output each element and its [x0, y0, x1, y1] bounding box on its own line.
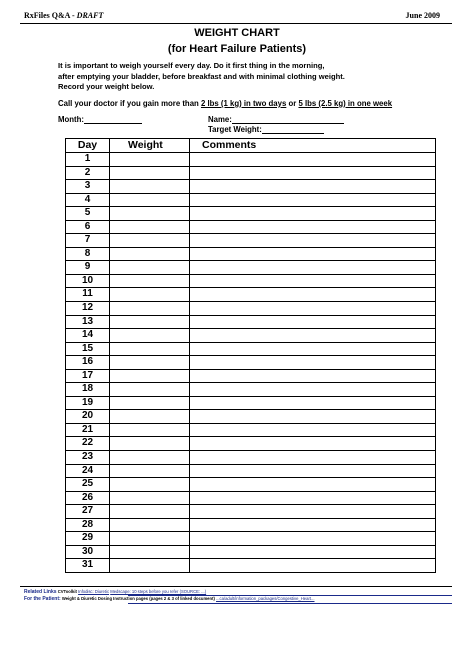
- related-links-label: Related Links: [24, 589, 57, 595]
- day-number: 14: [66, 329, 110, 343]
- day-number: 17: [66, 369, 110, 383]
- day-number: 16: [66, 356, 110, 370]
- weight-table: [65, 138, 436, 573]
- instruction-line: It is important to weigh yourself every day. Do it first thing in the morning,: [58, 61, 325, 70]
- call-doctor-note: [58, 99, 448, 108]
- day-number: 18: [66, 383, 110, 397]
- table-row: [66, 329, 436, 343]
- weight-cell[interactable]: [110, 478, 190, 492]
- weight-cell[interactable]: [110, 532, 190, 546]
- call-threshold-week: 5 lbs (2.5 kg) in one week: [298, 99, 393, 108]
- comments-cell[interactable]: [190, 153, 436, 167]
- month-field: [58, 115, 142, 124]
- weight-cell[interactable]: [110, 383, 190, 397]
- name-label: Name:: [208, 115, 232, 124]
- patient-link[interactable]: ...ca/adult/information_packages/Congestive_Heart...: [216, 596, 315, 601]
- comments-cell[interactable]: [190, 518, 436, 532]
- day-number: 12: [66, 302, 110, 316]
- weight-cell[interactable]: [110, 207, 190, 221]
- column-header-comments: Comments: [190, 139, 436, 153]
- table-row: [66, 505, 436, 519]
- weight-cell[interactable]: [110, 451, 190, 465]
- table-row: [66, 451, 436, 465]
- weight-cell[interactable]: [110, 247, 190, 261]
- table-row: [66, 545, 436, 559]
- day-number: 4: [66, 193, 110, 207]
- day-number: 10: [66, 274, 110, 288]
- header-left-text: RxFiles Q&A -: [24, 11, 77, 20]
- name-field: [208, 115, 344, 124]
- comments-cell[interactable]: [190, 302, 436, 316]
- table-row: [66, 288, 436, 302]
- target-weight-label: Target Weight:: [208, 125, 262, 134]
- page-subtitle: (for Heart Failure Patients): [167, 43, 307, 55]
- table-row: [66, 274, 436, 288]
- related-link[interactable]: Medscape: 10 steps before you refer (SOURCE: ...): [110, 589, 207, 594]
- table-row: [66, 193, 436, 207]
- comments-cell[interactable]: [190, 423, 436, 437]
- day-number: 2: [66, 166, 110, 180]
- comments-cell[interactable]: [190, 207, 436, 221]
- comments-cell[interactable]: [190, 315, 436, 329]
- weight-cell[interactable]: [110, 234, 190, 248]
- day-number: 19: [66, 396, 110, 410]
- comments-cell[interactable]: [190, 247, 436, 261]
- comments-cell[interactable]: [190, 545, 436, 559]
- weight-cell[interactable]: [110, 315, 190, 329]
- comments-cell[interactable]: [190, 329, 436, 343]
- table-row: [66, 464, 436, 478]
- table-row: [66, 410, 436, 424]
- table-row: [66, 315, 436, 329]
- weight-cell[interactable]: [110, 505, 190, 519]
- comments-cell[interactable]: [190, 410, 436, 424]
- footer-divider: [128, 603, 452, 604]
- comments-cell[interactable]: [190, 369, 436, 383]
- header-date: June 2009: [405, 11, 440, 20]
- day-number: 1: [66, 153, 110, 167]
- weight-cell[interactable]: [110, 220, 190, 234]
- comments-cell[interactable]: [190, 234, 436, 248]
- call-threshold-days: 2 lbs (1 kg) in two days: [200, 99, 287, 108]
- weight-cell[interactable]: [110, 396, 190, 410]
- target-weight-field: [208, 125, 324, 134]
- page-header: [20, 10, 452, 24]
- comments-cell[interactable]: [190, 396, 436, 410]
- weight-cell[interactable]: [110, 288, 190, 302]
- table-row: [66, 491, 436, 505]
- call-or: or: [286, 99, 299, 108]
- table-row: [66, 396, 436, 410]
- day-number: 22: [66, 437, 110, 451]
- day-number: 13: [66, 315, 110, 329]
- page-title: WEIGHT CHART: [194, 27, 280, 39]
- day-number: 20: [66, 410, 110, 424]
- table-row: [66, 261, 436, 275]
- weight-cell[interactable]: [110, 302, 190, 316]
- related-link[interactable]: CVToolkit: [57, 589, 77, 594]
- weight-cell[interactable]: [110, 491, 190, 505]
- table-row: [66, 153, 436, 167]
- comments-cell[interactable]: [190, 464, 436, 478]
- table-row: [66, 166, 436, 180]
- weight-cell[interactable]: [110, 329, 190, 343]
- day-number: 27: [66, 505, 110, 519]
- header-left: [24, 11, 103, 20]
- day-number: 9: [66, 261, 110, 275]
- table-row: [66, 423, 436, 437]
- table-row: [66, 369, 436, 383]
- comments-cell[interactable]: [190, 288, 436, 302]
- comments-cell[interactable]: [190, 166, 436, 180]
- column-header-day: Day: [66, 139, 110, 153]
- weight-cell[interactable]: [110, 153, 190, 167]
- day-number: 7: [66, 234, 110, 248]
- weight-cell[interactable]: [110, 437, 190, 451]
- day-number: 25: [66, 478, 110, 492]
- weight-cell[interactable]: [110, 166, 190, 180]
- day-number: 30: [66, 545, 110, 559]
- day-number: 21: [66, 423, 110, 437]
- table-row: [66, 532, 436, 546]
- header-draft-label: DRAFT: [76, 11, 104, 20]
- weight-cell[interactable]: [110, 180, 190, 194]
- column-header-weight: Weight: [110, 139, 190, 153]
- weight-cell[interactable]: [110, 410, 190, 424]
- instructions: [58, 61, 438, 93]
- comments-cell[interactable]: [190, 274, 436, 288]
- table-row: [66, 383, 436, 397]
- instruction-line: after emptying your bladder, before breakfast and with minimal clothing weight.: [58, 71, 345, 81]
- weight-cell[interactable]: [110, 356, 190, 370]
- comments-cell[interactable]: [190, 356, 436, 370]
- day-number: 11: [66, 288, 110, 302]
- comments-cell[interactable]: [190, 437, 436, 451]
- table-row: [66, 356, 436, 370]
- weight-cell[interactable]: [110, 274, 190, 288]
- day-number: 28: [66, 518, 110, 532]
- for-patient-label: For the Patient:: [24, 596, 61, 602]
- day-number: 29: [66, 532, 110, 546]
- comments-cell[interactable]: [190, 491, 436, 505]
- comments-cell[interactable]: [190, 478, 436, 492]
- weight-cell[interactable]: [110, 369, 190, 383]
- weight-cell[interactable]: [110, 342, 190, 356]
- comments-cell[interactable]: [190, 193, 436, 207]
- day-number: 3: [66, 180, 110, 194]
- table-body: [66, 153, 436, 573]
- related-link[interactable]: Infodisc: Diuretic: [78, 589, 110, 594]
- comments-cell[interactable]: [190, 180, 436, 194]
- page-footer: [20, 586, 452, 607]
- weight-cell[interactable]: [110, 464, 190, 478]
- weight-cell[interactable]: [110, 518, 190, 532]
- day-number: 15: [66, 342, 110, 356]
- weight-cell[interactable]: [110, 193, 190, 207]
- table-row: [66, 302, 436, 316]
- comments-cell[interactable]: [190, 220, 436, 234]
- table-row: [66, 478, 436, 492]
- target-weight-input-line[interactable]: [262, 125, 324, 134]
- patient-link-text: Weight & Diuretic Dosing Instruction pages (pages 2 & 3 of linked document): [61, 596, 215, 601]
- weight-cell[interactable]: [110, 559, 190, 573]
- weight-cell[interactable]: [110, 545, 190, 559]
- weight-cell[interactable]: [110, 261, 190, 275]
- day-number: 8: [66, 247, 110, 261]
- table-row: [66, 437, 436, 451]
- comments-cell[interactable]: [190, 532, 436, 546]
- table-row: [66, 180, 436, 194]
- name-input-line[interactable]: [232, 115, 344, 124]
- table-row: [66, 207, 436, 221]
- table-row: [66, 518, 436, 532]
- comments-cell[interactable]: [190, 261, 436, 275]
- day-number: 5: [66, 207, 110, 221]
- table-header-row: [66, 139, 436, 153]
- comments-cell[interactable]: [190, 342, 436, 356]
- patient-links-row: [24, 596, 315, 602]
- call-prefix: Call your doctor if you gain more than: [58, 99, 201, 108]
- comments-cell[interactable]: [190, 559, 436, 573]
- day-number: 6: [66, 220, 110, 234]
- instruction-line: Record your weight below.: [58, 82, 155, 91]
- month-label: Month:: [58, 115, 84, 124]
- table-row: [66, 234, 436, 248]
- table-row: [66, 247, 436, 261]
- table-row: [66, 559, 436, 573]
- weight-cell[interactable]: [110, 423, 190, 437]
- day-number: 26: [66, 491, 110, 505]
- table-row: [66, 342, 436, 356]
- day-number: 23: [66, 451, 110, 465]
- comments-cell[interactable]: [190, 505, 436, 519]
- day-number: 24: [66, 464, 110, 478]
- month-input-line[interactable]: [84, 115, 142, 124]
- day-number: 31: [66, 559, 110, 573]
- comments-cell[interactable]: [190, 451, 436, 465]
- comments-cell[interactable]: [190, 383, 436, 397]
- table-row: [66, 220, 436, 234]
